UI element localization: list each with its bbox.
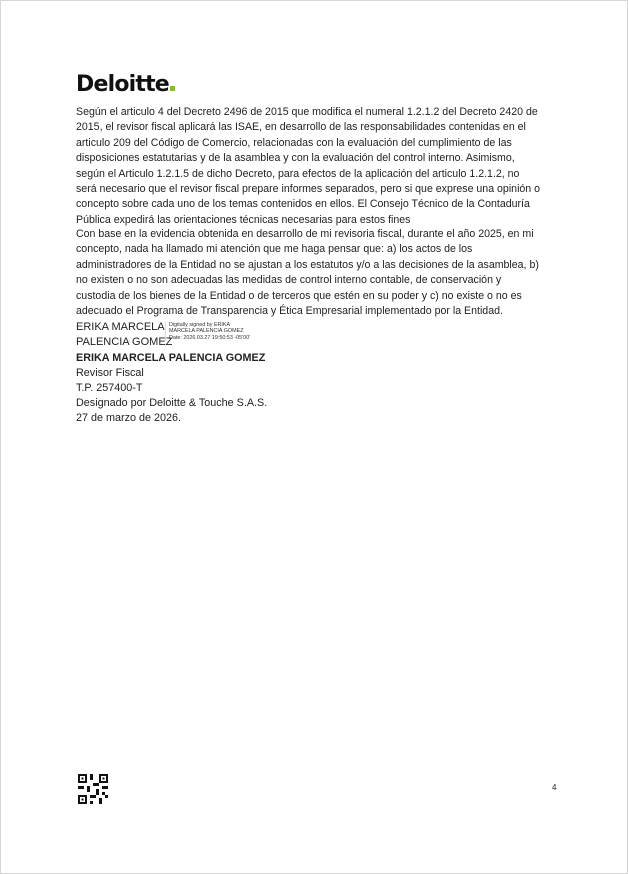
- digital-signature-name: [76, 320, 172, 350]
- signature-detail: MARCELA PALENCIA GOMEZ: [169, 328, 244, 335]
- text-line: Según el articulo 4 del Decreto 2496 de 2015 que modifica el numeral 1.2.1.2 del Decreto 2420 de: [76, 106, 538, 118]
- qr-code-icon: [78, 774, 108, 804]
- text-line: concepto, nada ha llamado mi atención que me haga pensar que: a) los actos de los: [76, 243, 473, 256]
- paragraph-1: [76, 105, 540, 228]
- text-line: custodia de los bienes de la Entidad o de terceros que estén en su poder y c) no existe o no es: [76, 289, 522, 302]
- paragraph-2: [76, 227, 539, 319]
- text-line: 2015, el revisor fiscal aplicará las ISAE, en desarrollo de las responsabilidades contenidas en el: [76, 121, 526, 134]
- text-line: Con base en la evidencia obtenida en desarrollo de mi revisoria fiscal, durante el año 2025, en mi: [76, 228, 534, 240]
- text-line: administradores de la Entidad no se ajustan a los estatutos y/o a las decisiones de la asamblea, b): [76, 258, 539, 271]
- text-line: articulo 209 del Código de Comercio, relacionadas con la evaluación del cumplimiento de las: [76, 136, 512, 149]
- page-number: 4: [552, 783, 557, 792]
- text-line: no existen o no son adecuadas las medidas de control interno contable, de conservación y: [76, 274, 502, 287]
- signer-designation: Designado por Deloitte & Touche S.A.S.: [76, 397, 268, 409]
- signer-date: 27 de marzo de 2026.: [76, 412, 182, 424]
- signature-name-line: PALENCIA GOMEZ: [76, 336, 173, 348]
- signature-name-line: ERIKA MARCELA: [76, 321, 165, 333]
- signature-date: Date: 2026.03.27 19:50:53 -05'00': [169, 334, 251, 341]
- signature-detail: Digitally signed by ERIKA: [169, 322, 231, 328]
- text-line: será necesario que el revisor fiscal prepare informes separados, pero si que exprese una opinión o: [76, 183, 541, 196]
- text-line: disposiciones estatutarias y de la asamblea y con la evaluación del control interno. Asimismo,: [76, 152, 515, 165]
- signer-tp: T.P. 257400-T: [76, 382, 143, 394]
- signer-block: [76, 351, 267, 426]
- logo-text: Deloitte: [76, 72, 169, 97]
- signer-role: Revisor Fiscal: [76, 367, 144, 379]
- digital-signature-details: [165, 322, 250, 341]
- logo-dot: [170, 86, 175, 91]
- text-line: según el Articulo 1.2.1.5 de dicho Decreto, para efectos de la aplicación del articulo 1.2.1.2, no: [76, 167, 520, 180]
- signer-name: ERIKA MARCELA PALENCIA GOMEZ: [76, 352, 266, 364]
- text-line: concepto sobre cada uno de los temas contenidos en ellos. El Consejo Técnico de la Contaduría: [76, 198, 530, 211]
- text-line: adecuado el Programa de Transparencia y Ética Empresarial implementado por la Entidad.: [76, 305, 503, 318]
- deloitte-logo: [76, 72, 175, 97]
- text-line: Pública expedirá las orientaciones técnicas necesarias para estos fines: [76, 213, 411, 226]
